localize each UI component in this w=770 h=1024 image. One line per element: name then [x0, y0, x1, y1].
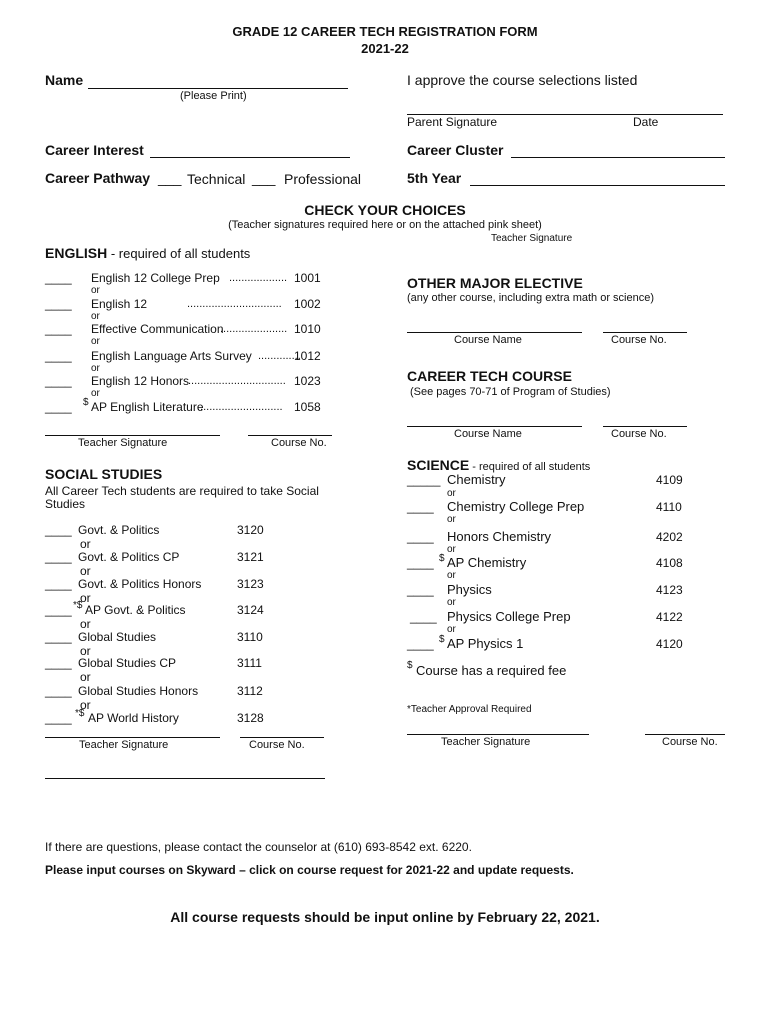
- english-blank-2[interactable]: ____: [45, 297, 72, 311]
- skyward-note: Please input courses on Skyward – click on course request for 2021-22 and update requests.: [45, 863, 574, 877]
- or-text: or: [80, 617, 91, 631]
- english-dots: ...................: [229, 272, 288, 284]
- career-interest-label: Career Interest: [45, 142, 144, 158]
- english-course-name: English Language Arts Survey: [91, 349, 252, 363]
- professional-blank[interactable]: ___: [252, 170, 276, 186]
- sci-teacher-signature-field[interactable]: [407, 734, 589, 735]
- ss-course-code: 3124: [237, 603, 264, 617]
- fifth-year-label: 5th Year: [407, 170, 462, 186]
- career-tech-heading: CAREER TECH COURSE: [407, 368, 572, 384]
- teacher-signature-small: Teacher Signature: [491, 233, 573, 244]
- sci-course-name: AP Chemistry: [447, 555, 527, 570]
- sci-blank-6[interactable]: ____: [410, 610, 437, 624]
- english-course-name: English 12: [91, 297, 148, 311]
- name-label: Name: [45, 72, 84, 88]
- english-course-code: 1001: [294, 271, 321, 285]
- fee-symbol: *$: [75, 708, 85, 719]
- sci-blank-5[interactable]: ____: [407, 583, 434, 597]
- sci-course-code: 4120: [656, 637, 683, 651]
- ss-blank-8[interactable]: ____: [45, 711, 72, 725]
- english-course-name: AP English Literature: [91, 400, 204, 414]
- approve-text: I approve the course selections listed: [407, 72, 638, 88]
- english-dots: ............................: [197, 401, 283, 413]
- ss-teacher-signature-label: Teacher Signature: [79, 739, 169, 751]
- professional-option: Professional: [284, 171, 362, 187]
- science-heading-row: [407, 457, 590, 473]
- or-text: or: [80, 564, 91, 578]
- english-blank-4[interactable]: ____: [45, 349, 72, 363]
- ss-course-no-label: Course No.: [249, 739, 305, 751]
- ss-blank-6[interactable]: ____: [45, 656, 72, 670]
- english-blank-1[interactable]: ____: [45, 271, 72, 285]
- sci-blank-4[interactable]: ____: [407, 556, 434, 570]
- ss-blank-3[interactable]: ____: [45, 577, 72, 591]
- ss-course-name: Global Studies: [78, 630, 157, 644]
- english-teacher-signature-field[interactable]: [45, 435, 220, 436]
- english-dots: ................................: [188, 375, 286, 387]
- ss-course-code: 3120: [237, 523, 264, 537]
- ss-course-name: Govt. & Politics: [78, 523, 160, 537]
- sci-blank-1[interactable]: _____: [407, 473, 441, 487]
- english-course-name: English 12 Honors: [91, 374, 190, 388]
- career-cluster-field[interactable]: [511, 157, 725, 158]
- english-course-code: 1012: [294, 349, 321, 363]
- english-course-name: English 12 College Prep: [91, 271, 220, 285]
- english-heading: ENGLISH: [45, 245, 108, 261]
- ss-course-code: 3123: [237, 577, 264, 591]
- deadline-note: All course requests should be input online by February 22, 2021.: [170, 909, 600, 925]
- ss-blank-2[interactable]: ____: [45, 550, 72, 564]
- or-text: or: [80, 537, 91, 551]
- sci-blank-3[interactable]: ____: [407, 530, 434, 544]
- english-course-code: 1058: [294, 400, 321, 414]
- sci-blank-7[interactable]: ____: [407, 637, 434, 651]
- english-dots: ..............: [258, 350, 301, 362]
- ss-course-name: Global Studies Honors: [78, 684, 199, 698]
- other-elective-heading: OTHER MAJOR ELECTIVE: [407, 275, 583, 291]
- or-text: or: [447, 570, 456, 581]
- teacher-approval-note: *Teacher Approval Required: [407, 704, 532, 715]
- fee-symbol: *$: [73, 600, 83, 611]
- fee-symbol: $: [439, 634, 445, 645]
- or-text: or: [91, 336, 100, 347]
- or-text: or: [91, 363, 100, 374]
- name-field[interactable]: [88, 88, 348, 89]
- or-text: or: [80, 670, 91, 684]
- science-heading: SCIENCE: [407, 457, 470, 473]
- other-elective-course-no-field[interactable]: [603, 332, 687, 333]
- or-text: or: [447, 488, 456, 499]
- sci-course-name: AP Physics 1: [447, 636, 524, 651]
- sci-course-name: Chemistry College Prep: [447, 499, 585, 514]
- sci-course-no-field[interactable]: [645, 734, 725, 735]
- check-choices-subheading: (Teacher signatures required here or on the attached pink sheet): [228, 219, 542, 231]
- career-tech-course-no-label: Course No.: [611, 428, 667, 440]
- other-elective-course-name-field[interactable]: [407, 332, 582, 333]
- english-blank-5[interactable]: ____: [45, 374, 72, 388]
- english-course-name: Effective Communication: [91, 322, 224, 336]
- ss-course-no-field[interactable]: [240, 737, 324, 738]
- ss-course-code: 3110: [237, 630, 263, 644]
- or-text: or: [91, 311, 100, 322]
- other-elective-course-no-label: Course No.: [611, 334, 667, 346]
- sci-course-code: 4109: [656, 473, 683, 487]
- sci-course-code: 4108: [656, 556, 683, 570]
- sci-teacher-signature-label: Teacher Signature: [441, 736, 531, 748]
- or-text: or: [80, 698, 91, 712]
- or-text: or: [447, 514, 456, 525]
- career-pathway-label: Career Pathway: [45, 170, 151, 186]
- fee-symbol: $: [407, 660, 413, 671]
- fifth-year-field[interactable]: [470, 185, 725, 186]
- or-text: or: [447, 624, 456, 635]
- career-cluster-label: Career Cluster: [407, 142, 504, 158]
- ss-teacher-signature-field[interactable]: [45, 737, 220, 738]
- ss-course-code: 3111: [237, 656, 262, 670]
- english-dots: ...............................: [187, 298, 282, 310]
- ss-course-name: AP World History: [88, 711, 179, 725]
- other-elective-course-name-label: Course Name: [454, 334, 522, 346]
- parent-signature-label: Parent Signature: [407, 115, 498, 129]
- ss-blank-4[interactable]: ____: [45, 603, 72, 617]
- ss-course-name: Govt. & Politics CP: [78, 550, 180, 564]
- sci-blank-2[interactable]: ____: [407, 500, 434, 514]
- or-text: or: [80, 591, 91, 605]
- sci-course-code: 4122: [656, 610, 683, 624]
- ss-course-code: 3112: [237, 684, 263, 698]
- english-course-code: 1002: [294, 297, 321, 311]
- english-blank-3[interactable]: ____: [45, 322, 72, 336]
- ss-blank-1[interactable]: ____: [45, 523, 72, 537]
- sci-course-name: Physics College Prep: [447, 609, 571, 624]
- english-blank-6[interactable]: ____: [45, 400, 72, 414]
- ss-blank-7[interactable]: ____: [45, 684, 72, 698]
- ss-course-code: 3121: [237, 550, 264, 564]
- form-year: 2021-22: [361, 41, 409, 56]
- career-tech-course-name-label: Course Name: [454, 428, 522, 440]
- ss-blank-5[interactable]: ____: [45, 630, 72, 644]
- social-studies-note-line2: Studies: [45, 497, 86, 511]
- technical-option: Technical: [187, 171, 246, 187]
- english-note: - required of all students: [107, 246, 251, 261]
- date-label: Date: [633, 115, 659, 129]
- career-interest-field[interactable]: [150, 157, 350, 158]
- sci-course-code: 4110: [656, 500, 682, 514]
- fee-symbol: $: [439, 553, 445, 564]
- english-course-code: 1023: [294, 374, 321, 388]
- fee-note: Course has a required fee: [416, 663, 567, 678]
- extra-signature-field[interactable]: [45, 778, 325, 779]
- technical-blank[interactable]: ___: [158, 170, 182, 186]
- sci-course-code: 4123: [656, 583, 683, 597]
- or-text: or: [447, 597, 456, 608]
- career-tech-note: (See pages 70-71 of Program of Studies): [410, 386, 611, 398]
- ss-course-name: Global Studies CP: [78, 656, 177, 670]
- ss-course-code: 3128: [237, 711, 264, 725]
- sci-course-name: Honors Chemistry: [447, 529, 552, 544]
- english-dots: ......................: [220, 323, 288, 335]
- or-text: or: [80, 644, 91, 658]
- or-text: or: [91, 388, 100, 399]
- career-tech-course-name-field[interactable]: [407, 426, 582, 427]
- check-choices-heading: CHECK YOUR CHOICES: [304, 202, 466, 218]
- english-teacher-signature-label: Teacher Signature: [78, 437, 168, 449]
- ss-course-name: AP Govt. & Politics: [85, 603, 186, 617]
- career-tech-course-no-field[interactable]: [603, 426, 687, 427]
- english-course-code: 1010: [294, 322, 321, 336]
- or-text: or: [91, 285, 100, 296]
- english-course-no-field[interactable]: [248, 435, 332, 436]
- sci-course-name: Chemistry: [447, 472, 506, 487]
- english-course-no-label: Course No.: [271, 437, 327, 449]
- ss-course-name: Govt. & Politics Honors: [78, 577, 202, 591]
- or-text: or: [447, 544, 456, 555]
- please-print-note: (Please Print): [180, 90, 247, 102]
- other-elective-note: (any other course, including extra math or science): [407, 292, 655, 304]
- sci-course-no-label: Course No.: [662, 736, 718, 748]
- sci-course-name: Physics: [447, 582, 492, 597]
- science-note: - required of all students: [469, 461, 591, 473]
- fee-symbol: $: [83, 397, 89, 408]
- questions-note: If there are questions, please contact the counselor at (610) 693-8542 ext. 6220.: [45, 840, 472, 854]
- form-title: GRADE 12 CAREER TECH REGISTRATION FORM: [232, 24, 538, 39]
- english-heading-row: [45, 245, 250, 261]
- sci-course-code: 4202: [656, 530, 683, 544]
- social-studies-note-line1: All Career Tech students are required to take Social: [45, 484, 319, 498]
- social-studies-heading: SOCIAL STUDIES: [45, 466, 163, 482]
